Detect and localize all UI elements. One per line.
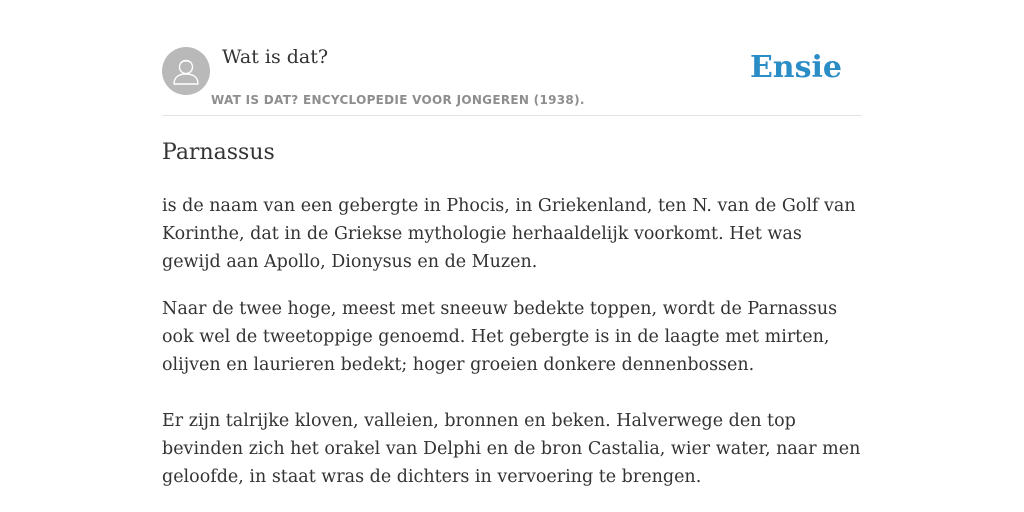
source-avatar[interactable] (162, 47, 210, 95)
user-icon (162, 47, 210, 95)
entry-paragraph: is de naam van een gebergte in Phocis, in Griekenland, ten N. van de Golf van Korinthe, dat in de Griekse mythologie herhaaldelijk voorkomt. Het was gewijd aan Apollo, Dionysus en de Muzen. (162, 196, 856, 272)
source-title[interactable]: Wat is dat? (222, 46, 329, 68)
entry-paragraph: Er zijn talrijke kloven, valleien, bronnen en beken. Halverwege den top bevinden zich het orakel van Delphi en de bron Castalia, wier water, naar men geloofde, in staat wras de dichters in vervoering te brengen. (162, 411, 861, 487)
source-subtitle: WAT IS DAT? ENCYCLOPEDIE VOOR JONGEREN (1938). (211, 93, 585, 107)
page-content (162, 0, 862, 487)
source-header (162, 0, 862, 116)
ensie-logo[interactable]: Ensie (749, 50, 842, 85)
entry-paragraph: Naar de twee hoge, meest met sneeuw bedekte toppen, wordt de Parnassus ook wel de tweetoppige genoemd. Het gebergte is in de laagte met mirten, olijven en laurieren bedekt; hoger groeien donkere dennenbossen. (162, 299, 838, 375)
entry-title: Parnassus (162, 140, 275, 165)
